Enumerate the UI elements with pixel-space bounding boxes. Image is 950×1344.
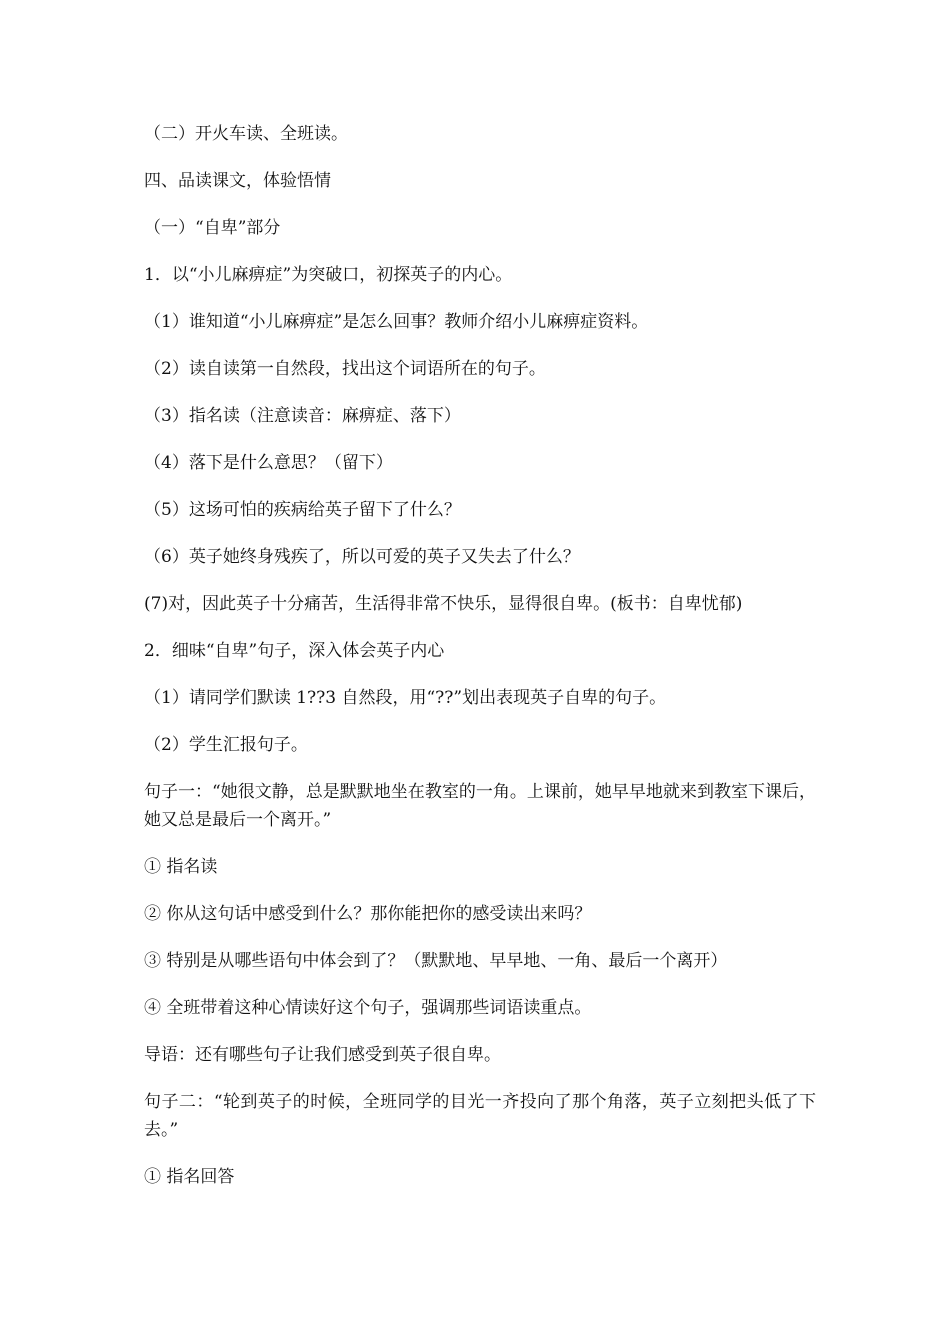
- paragraph-subheading-inferiority: （一）“自卑”部分: [144, 218, 281, 238]
- paragraph-sentence-one-q4: ④ 全班带着这种心情读好这个句子，强调那些词语读重点。: [144, 998, 592, 1018]
- paragraph-step-3: （3）指名读（注意读音：麻痹症、落下）: [144, 406, 461, 426]
- paragraph-step-6: （6）英子她终身残疾了，所以可爱的英子又失去了什么？: [144, 547, 580, 567]
- paragraph-item-2: 2．细味“自卑”句子，深入体会英子内心: [144, 641, 445, 661]
- paragraph-item-1: 1．以“小儿麻痹症”为突破口，初探英子的内心。: [144, 265, 513, 285]
- paragraph-item-2-step-2: （2）学生汇报句子。: [144, 735, 308, 755]
- paragraph-step-1: （1）谁知道“小儿麻痹症”是怎么回事？教师介绍小儿麻痹症资料。: [144, 312, 649, 332]
- paragraph-step-7: (7)对，因此英子十分痛苦，生活得非常不快乐，显得很自卑。(板书：自卑忧郁): [144, 594, 743, 614]
- paragraph-sentence-two-q1: ① 指名回答: [144, 1167, 235, 1187]
- paragraph-step-5: （5）这场可怕的疾病给英子留下了什么？: [144, 500, 461, 520]
- paragraph-sentence-one-q2: ② 你从这句话中感受到什么？那你能把你的感受读出来吗？: [144, 904, 592, 924]
- paragraph-item-2-step-1: （1）请同学们默读 1??3 自然段，用“??”划出表现英子自卑的句子。: [144, 688, 667, 708]
- paragraph-lead-in: 导语：还有哪些句子让我们感受到英子很自卑。: [144, 1045, 501, 1065]
- paragraph-step-4: （4）落下是什么意思？（留下）: [144, 453, 393, 473]
- paragraph-section-2-reading: （二）开火车读、全班读。: [144, 124, 348, 144]
- paragraph-sentence-one-q1: ① 指名读: [144, 857, 218, 877]
- paragraph-sentence-two: 句子二：“轮到英子的时候，全班同学的目光一齐投向了那个角落，英子立刻把头低了下去。”: [144, 1092, 816, 1140]
- document-body: [144, 120, 816, 1210]
- paragraph-step-2: （2）读自读第一自然段，找出这个词语所在的句子。: [144, 359, 546, 379]
- paragraph-sentence-one-q3: ③ 特别是从哪些语句中体会到了？（默默地、早早地、一角、最后一个离开）: [144, 951, 728, 971]
- paragraph-sentence-one: 句子一：“她很文静，总是默默地坐在教室的一角。上课前，她早早地就来到教室下课后，她又总是最后一个离开。”: [144, 782, 816, 830]
- paragraph-heading-four: 四、品读课文，体验悟情: [144, 171, 331, 191]
